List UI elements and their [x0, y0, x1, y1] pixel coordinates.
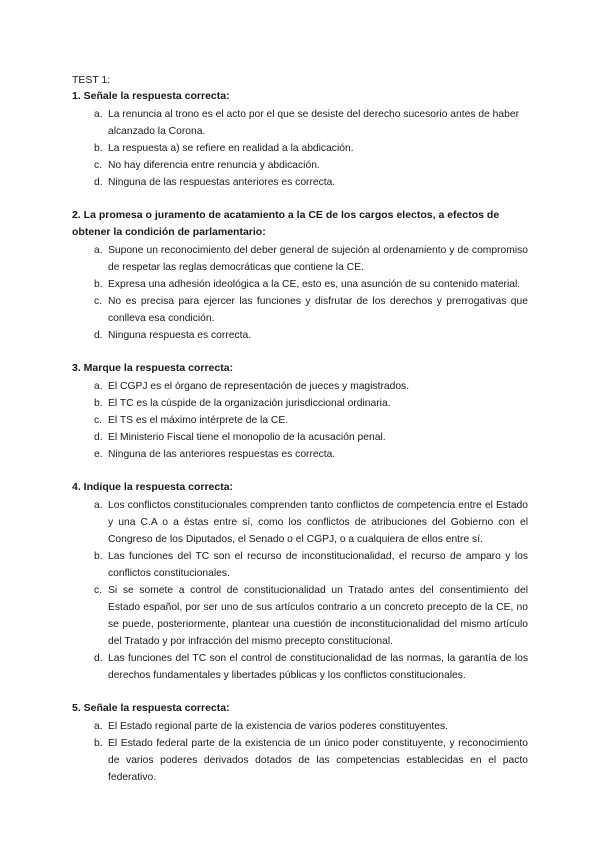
option-letter: a. [94, 721, 103, 732]
answer-options [72, 242, 528, 344]
option-text: Las funciones del TC son el recurso de inconstitucionalidad, el recurso de amparo y los conflictos constitucionales. [108, 551, 528, 579]
option-text: Ninguna de las respuestas anteriores es correcta. [108, 177, 336, 188]
option-letter: d. [94, 653, 103, 664]
option-text: Ninguna respuesta es correcta. [108, 330, 252, 341]
option-letter: b. [94, 143, 103, 154]
question-title: 2. La promesa o juramento de acatamiento a la CE de los cargos electos, a efectos de obtener la condición de parlamentario: [72, 209, 500, 238]
answer-option [72, 446, 528, 463]
answer-option [72, 106, 528, 140]
answer-options [72, 718, 528, 786]
question-5 [72, 700, 528, 786]
option-letter: c. [94, 585, 103, 596]
option-text: No hay diferencia entre renuncia y abdicación. [108, 160, 320, 171]
question-title: 1. Señale la respuesta correcta: [72, 90, 230, 102]
option-text: La renuncia al trono es el acto por el que se desiste del derecho sucesorio antes de haber alcanzado la Corona. [108, 109, 519, 137]
option-letter: a. [94, 500, 103, 511]
answer-option [72, 497, 528, 548]
option-text: Los conflictos constitucionales comprenden tanto conflictos de competencia entre el Estado y una C.A o a éstas entre sí, como los conflictos de atribuciones del Gobierno con el Congreso de los Diputados, el Senado o el CGPJ, o a cualquiera de ellos entre sí. [108, 500, 528, 545]
answer-option [72, 378, 528, 395]
question-1 [72, 88, 528, 191]
option-letter: a. [94, 381, 103, 392]
answer-options [72, 497, 528, 684]
question-title: 3. Marque la respuesta correcta: [72, 362, 234, 374]
answer-option [72, 242, 528, 276]
option-letter: d. [94, 330, 103, 341]
option-text: Las funciones del TC son el control de constitucionalidad de las normas, la garantía de los derechos fundamentales y libertades públicas y los conflictos constitucionales. [108, 653, 528, 681]
option-letter: d. [94, 177, 103, 188]
option-text: El TC es la cúspide de la organización jurisdiccional ordinaria. [108, 398, 391, 409]
option-text: Ninguna de las anteriores respuestas es correcta. [108, 449, 336, 460]
answer-option [72, 174, 528, 191]
answer-option [72, 429, 528, 446]
answer-option [72, 276, 528, 293]
answer-option [72, 395, 528, 412]
question-4 [72, 479, 528, 684]
answer-option [72, 412, 528, 429]
option-letter: c. [94, 160, 103, 171]
answer-option [72, 140, 528, 157]
answer-options [72, 106, 528, 191]
option-text: El CGPJ es el órgano de representación de jueces y magistrados. [108, 381, 410, 392]
option-letter: a. [94, 245, 103, 256]
question-2 [72, 207, 528, 344]
question-list [72, 88, 528, 786]
option-text: Si se somete a control de constitucionalidad un Tratado antes del consentimiento del Estado español, por ser uno de sus artículos contrario a un concreto precepto de la CE, no se puede, posteriormente, plantear una cuestión de inconstitucionalidad del mismo artículo del Tratado y por infracción del mismo precepto constitucional. [108, 585, 528, 647]
question-3 [72, 360, 528, 463]
option-text: El TS es el máximo intérprete de la CE. [108, 415, 289, 426]
answer-option [72, 293, 528, 327]
option-letter: c. [94, 415, 103, 426]
option-letter: b. [94, 738, 103, 749]
answer-option [72, 735, 528, 786]
question-title: 5. Señale la respuesta correcta: [72, 702, 230, 714]
option-text: La respuesta a) se refiere en realidad a la abdicación. [108, 143, 354, 154]
option-text: El Estado regional parte de la existencia de varios poderes constituyentes. [108, 721, 448, 732]
answer-option [72, 718, 528, 735]
answer-option [72, 548, 528, 582]
document-page [72, 72, 528, 802]
option-text: Expresa una adhesión ideológica a la CE, esto es, una asunción de su contenido material. [108, 279, 521, 290]
option-letter: c. [94, 296, 103, 307]
answer-option [72, 582, 528, 650]
question-title: 4. Indique la respuesta correcta: [72, 481, 234, 493]
option-letter: b. [94, 551, 103, 562]
option-text: No es precisa para ejercer las funciones y disfrutar de los derechos y prerrogativas que conlleva esa condición. [108, 296, 528, 324]
option-letter: d. [94, 432, 103, 443]
answer-options [72, 378, 528, 463]
option-text: El Estado federal parte de la existencia de un único poder constituyente, y reconocimiento de varios poderes derivados dotados de las competencias establecidas en el pacto federativo. [108, 738, 528, 783]
option-letter: a. [94, 109, 103, 120]
option-text: Supone un reconocimiento del deber general de sujeción al ordenamiento y de compromiso de respetar las reglas democráticas que contiene la CE. [108, 245, 528, 273]
option-text: El Ministerio Fiscal tiene el monopolio de la acusación penal. [108, 432, 386, 443]
answer-option [72, 650, 528, 684]
answer-option [72, 327, 528, 344]
option-letter: b. [94, 398, 103, 409]
option-letter: e. [94, 449, 103, 460]
option-letter: b. [94, 279, 103, 290]
answer-option [72, 157, 528, 174]
test-title: TEST 1: [72, 74, 111, 86]
